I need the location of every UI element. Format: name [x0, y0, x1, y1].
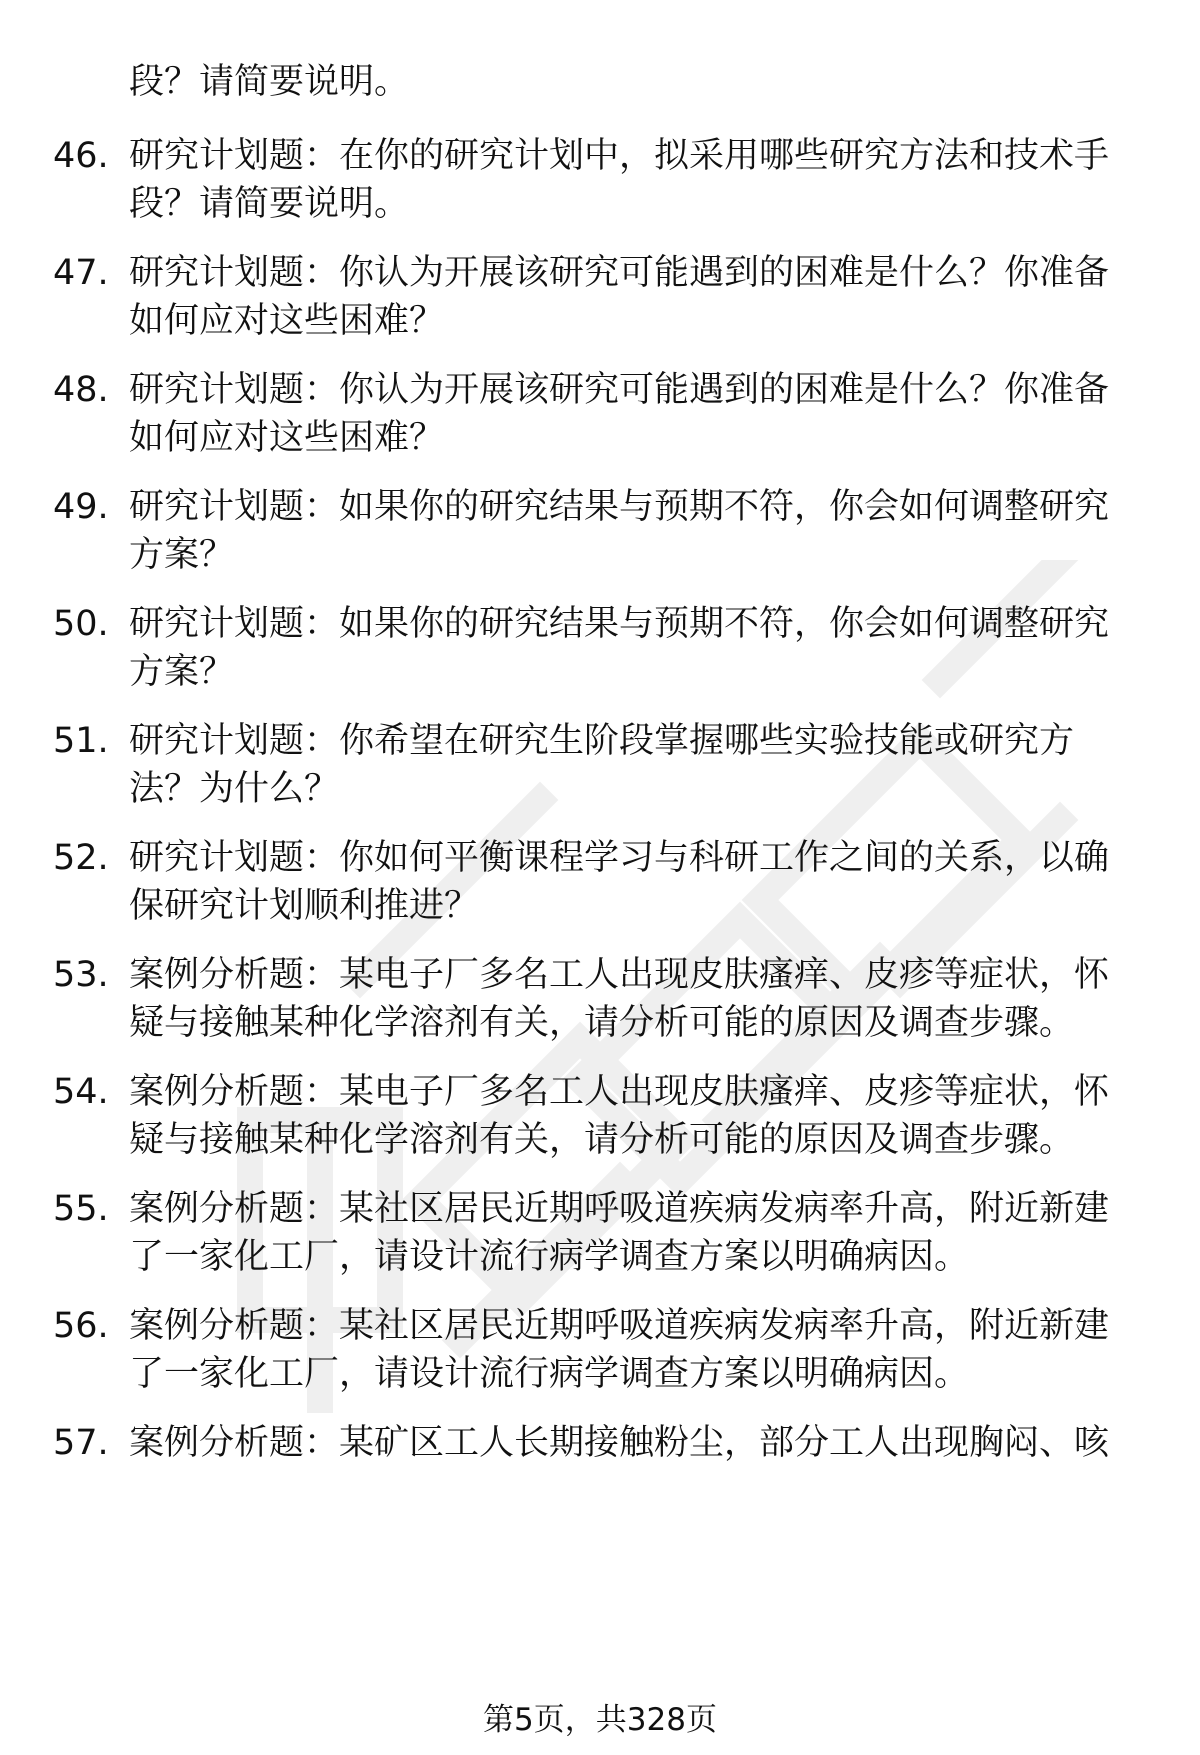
item-number: 57. [53, 1423, 109, 1463]
item-text-line-2: 法？为什么？ [129, 769, 340, 809]
item-text-line-2: 如何应对这些困难？ [129, 418, 445, 458]
item-text-line-1: 案例分析题：某电子厂多名工人出现皮肤瘙痒、皮疹等症状，怀 [129, 955, 1110, 995]
item-number: 46. [53, 136, 109, 176]
item-number: 56. [53, 1306, 109, 1346]
item-text-line-2: 方案？ [129, 535, 235, 575]
item-text-line-2: 疑与接触某种化学溶剂有关，请分析可能的原因及调查步骤。 [129, 1120, 1075, 1160]
continued-text: 段？请简要说明。 [129, 62, 410, 102]
item-text-line-1: 研究计划题：你希望在研究生阶段掌握哪些实验技能或研究方 [129, 721, 1075, 761]
item-text-line-1: 研究计划题：如果你的研究结果与预期不符，你会如何调整研究 [129, 487, 1110, 527]
item-number: 48. [53, 370, 109, 410]
item-number: 50. [53, 604, 109, 644]
item-text-line-1: 案例分析题：某社区居民近期呼吸道疾病发病率升高，附近新建 [129, 1189, 1110, 1229]
item-text-line-2: 如何应对这些困难？ [129, 301, 445, 341]
item-text-line-2: 了一家化工厂，请设计流行病学调查方案以明确病因。 [129, 1354, 970, 1394]
item-text-line-1: 研究计划题：你认为开展该研究可能遇到的困难是什么？你准备 [129, 253, 1110, 293]
item-text-line-2: 保研究计划顺利推进？ [129, 886, 480, 926]
item-number: 47. [53, 253, 109, 293]
item-text-line-1: 研究计划题：你认为开展该研究可能遇到的困难是什么？你准备 [129, 370, 1110, 410]
item-text-line-2: 段？请简要说明。 [129, 184, 410, 224]
item-text-line-2: 了一家化工厂，请设计流行病学调查方案以明确病因。 [129, 1237, 970, 1277]
item-text-line-1: 案例分析题：某社区居民近期呼吸道疾病发病率升高，附近新建 [129, 1306, 1110, 1346]
item-number: 52. [53, 838, 109, 878]
item-text-line-1: 研究计划题：你如何平衡课程学习与科研工作之间的关系，以确 [129, 838, 1110, 878]
item-text-line-2: 疑与接触某种化学溶剂有关，请分析可能的原因及调查步骤。 [129, 1003, 1075, 1043]
item-number: 51. [53, 721, 109, 761]
item-text-line-2: 方案？ [129, 652, 235, 692]
item-text-line-1: 案例分析题：某矿区工人长期接触粉尘，部分工人出现胸闷、咳 [129, 1423, 1110, 1463]
item-number: 54. [53, 1072, 109, 1112]
item-number: 49. [53, 487, 109, 527]
page-footer: 第5页，共328页 [483, 1702, 717, 1738]
item-text-line-1: 案例分析题：某电子厂多名工人出现皮肤瘙痒、皮疹等症状，怀 [129, 1072, 1110, 1112]
item-text-line-1: 研究计划题：在你的研究计划中，拟采用哪些研究方法和技术手 [129, 136, 1110, 176]
item-text-line-1: 研究计划题：如果你的研究结果与预期不符，你会如何调整研究 [129, 604, 1110, 644]
item-number: 55. [53, 1189, 109, 1229]
item-number: 53. [53, 955, 109, 995]
